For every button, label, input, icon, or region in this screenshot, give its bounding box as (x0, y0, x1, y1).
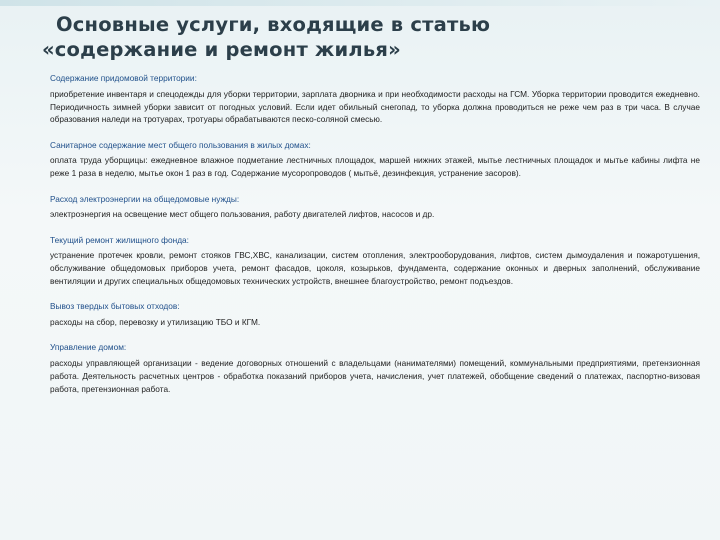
services-list (50, 72, 700, 408)
section-body: расходы на сбор, перевозку и утилизацию ТБО и КГМ. (50, 317, 261, 328)
page-title (42, 12, 682, 62)
section-house-management (50, 341, 700, 395)
title-line-1: Основные услуги, входящие в статью (56, 13, 491, 36)
section-heading: Управление домом: (50, 342, 127, 353)
slide-top-accent (0, 0, 720, 6)
section-body: электроэнергия на освещение мест общего пользования, работу двигателей лифтов, насосов и др. (50, 209, 435, 220)
section-heading: Текущий ремонт жилищного фонда: (50, 234, 189, 245)
section-territory-maintenance (50, 72, 700, 126)
section-waste-removal (50, 300, 700, 329)
section-body: приобретение инвентаря и спецодежды для уборки территории, зарплата дворника и при необходимости расходы на ГСМ. Уборка территории проводится ежедневно. Периодичность зимней уборки зависит от погодных условий. Если идет обильный снегопад, то уборка должна проводиться не реже чем раз в три часа. В случае образования наледи на тротуарах, тротуары обрабатываются песко-соляной смесью. (50, 88, 700, 125)
section-body: оплата труда уборщицы: ежедневное влажное подметание лестничных площадок, маршей нижних этажей, мытье лестничных площадок и мытье кабины лифта не реже 1 раза в неделю, мытье окон 1 раз в год. Содержание мусоропроводов ( мытьё, дезинфекция, устранение засоров). (50, 155, 700, 179)
section-heading: Расход электроэнергии на общедомовые нужды: (50, 193, 240, 204)
section-heading: Санитарное содержание мест общего пользования в жилых домах: (50, 139, 311, 150)
section-body: устранение протечек кровли, ремонт стояков ГВС,ХВС, канализации, систем отопления, электрооборудования, лифтов, систем дымоудаления и пожаротушения, обслуживание общедомовых приборов учета, ремонт фасадов, цоколя, козырьков, фундамента, содержание оконных и дверных заполнений, обслуживание вентиляции и других специальных общедомовых технических устройств, внешнее благоустройство, ремонт подъездов. (50, 250, 700, 287)
section-sanitary-maintenance (50, 139, 700, 180)
section-electricity (50, 193, 700, 222)
section-current-repair (50, 234, 700, 288)
section-body: расходы управляющей организации - ведение договорных отношений с владельцами (нанимателями) помещений, коммунальными предприятиями, претензионная работа. Деятельность расчетных центров - обработка показаний приборов учета, начисления, учет платежей, обобщение сведений о платежах, паспортно-визовая работа, претензионная работа. (50, 358, 700, 394)
section-heading: Вывоз твердых бытовых отходов: (50, 301, 180, 312)
title-line-2: «содержание и ремонт жилья» (42, 38, 401, 61)
section-heading: Содержание придомовой территории: (50, 73, 197, 83)
